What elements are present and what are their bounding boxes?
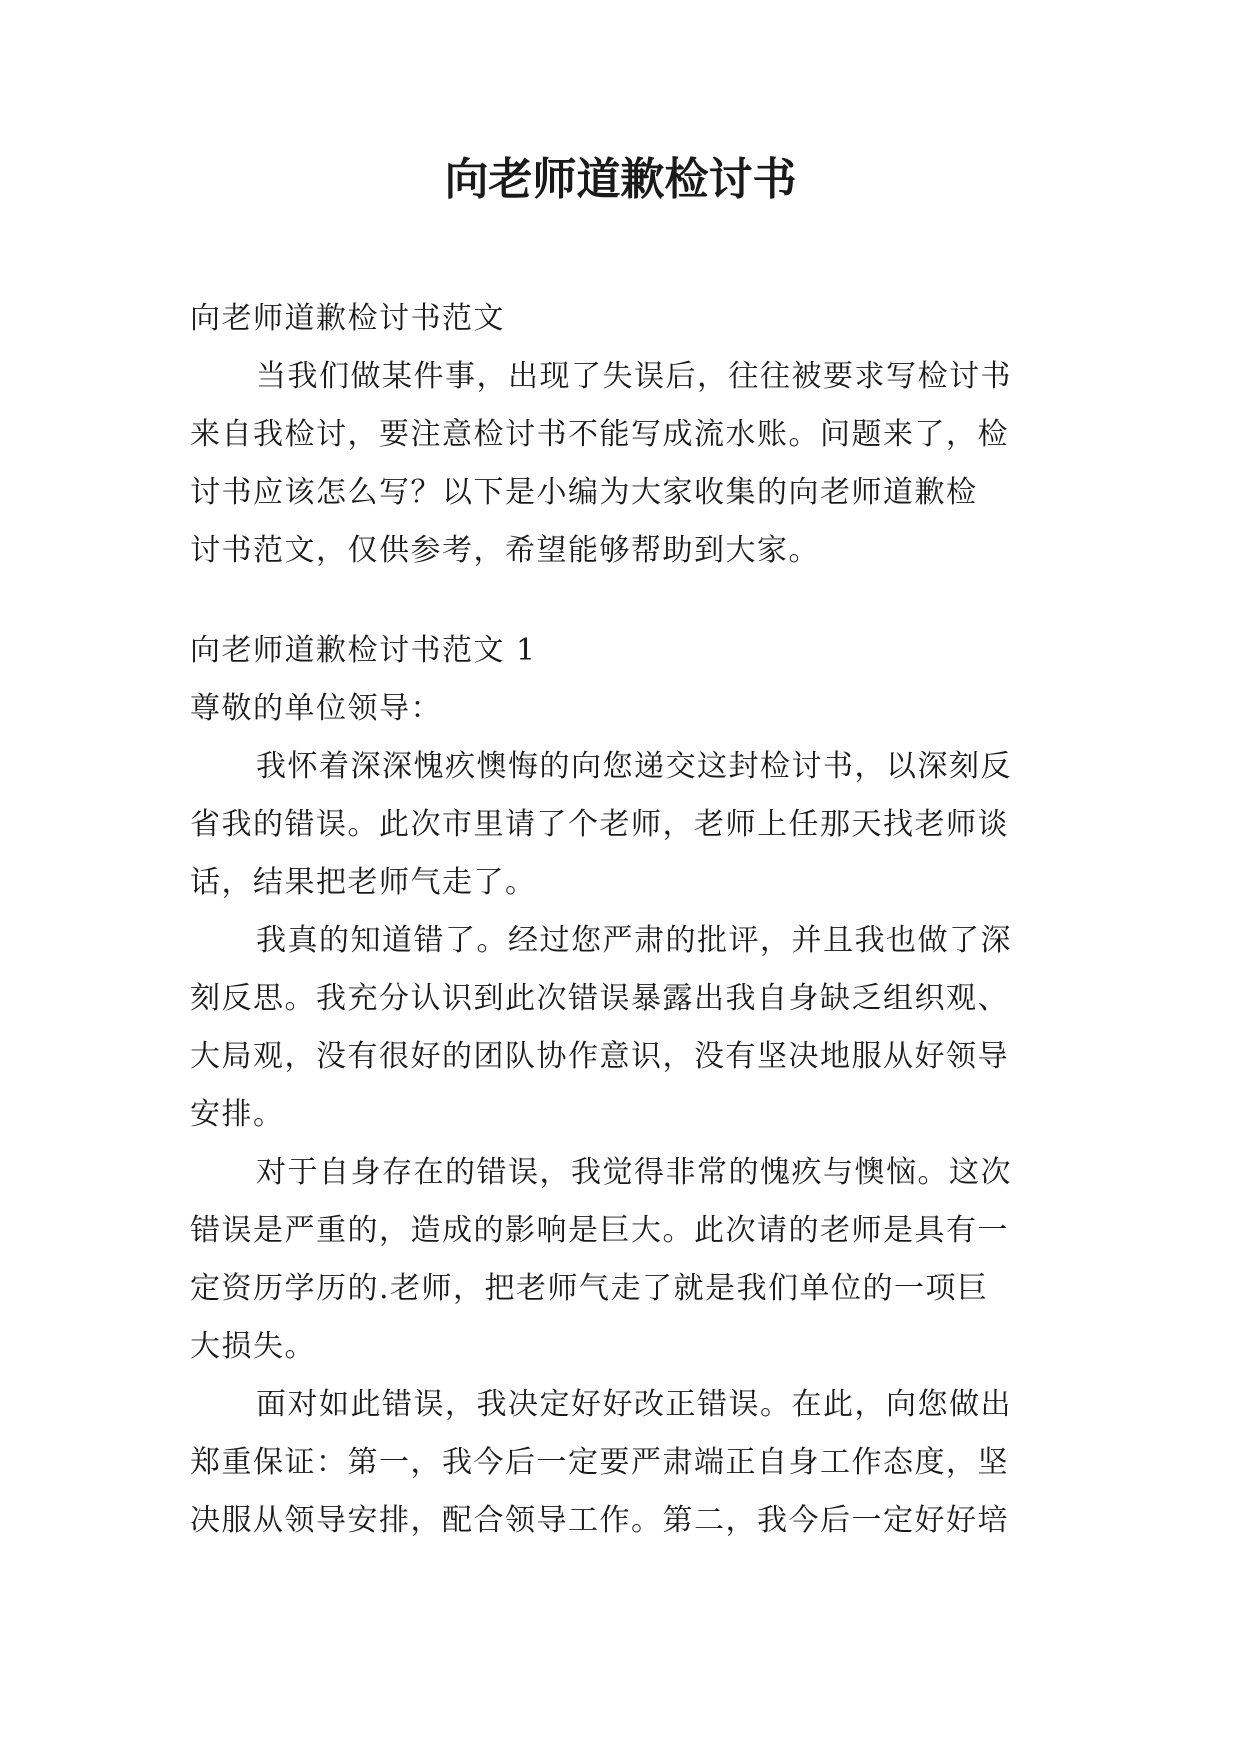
text-line: 决服从领导安排，配合领导工作。第二，我今后一定好好培 <box>190 1503 1009 1538</box>
text-line: 我真的知道错了。经过您严肃的批评，并且我也做了深 <box>256 923 1012 958</box>
text-line: 大损失。 <box>190 1329 316 1364</box>
body-paragraph <box>190 1144 1060 1376</box>
document-subtitle: 向老师道歉检讨书范文 <box>190 301 505 336</box>
text-line: 当我们做某件事，出现了失误后，往往被要求写检讨书 <box>256 359 1012 394</box>
body-paragraph <box>190 1376 1060 1550</box>
text-line: 来自我检讨，要注意检讨书不能写成流水账。问题来了，检 <box>190 417 1009 452</box>
text-line: 讨书范文，仅供参考，希望能够帮助到大家。 <box>190 533 820 568</box>
text-line: 安排。 <box>190 1097 285 1132</box>
section-spacer <box>190 580 1060 622</box>
text-line: 省我的错误。此次市里请了个老师，老师上任那天找老师谈 <box>190 807 1009 842</box>
text-line: 我怀着深深愧疚懊悔的向您递交这封检讨书，以深刻反 <box>256 749 1012 784</box>
body-paragraph <box>190 912 1060 1144</box>
text-line: 错误是严重的，造成的影响是巨大。此次请的老师是具有一 <box>190 1213 1009 1248</box>
text-line: 讨书应该怎么写？以下是小编为大家收集的向老师道歉检 <box>190 475 978 510</box>
text-line: 郑重保证：第一，我今后一定要严肃端正自身工作态度，坚 <box>190 1445 1009 1480</box>
text-line: 定资历学历的.老师，把老师气走了就是我们单位的一项巨 <box>190 1271 989 1306</box>
document-body <box>190 290 1060 1550</box>
text-line: 面对如此错误，我决定好好改正错误。在此，向您做出 <box>256 1387 1012 1422</box>
intro-paragraph <box>190 348 1060 580</box>
body-paragraph <box>190 738 1060 912</box>
section-heading: 向老师道歉检讨书范文 1 <box>190 633 537 668</box>
salutation: 尊敬的单位领导： <box>190 691 442 726</box>
text-line: 话，结果把老师气走了。 <box>190 865 537 900</box>
text-line: 刻反思。我充分认识到此次错误暴露出我自身缺乏组织观、 <box>190 981 1009 1016</box>
text-line: 大局观，没有很好的团队协作意识，没有坚决地服从好领导 <box>190 1039 1009 1074</box>
text-line: 对于自身存在的错误，我觉得非常的愧疚与懊恼。这次 <box>256 1155 1012 1190</box>
document-title: 向老师道歉检讨书 <box>444 154 797 205</box>
